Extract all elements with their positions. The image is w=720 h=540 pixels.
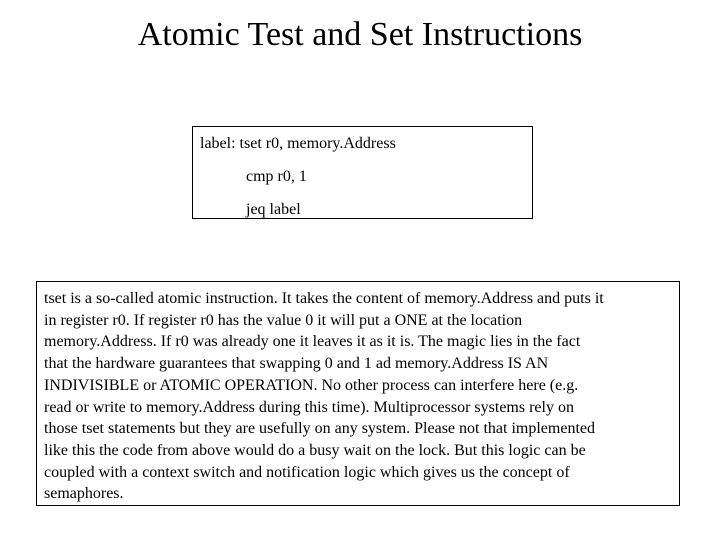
description-line: that the hardware guarantees that swapping 0 and 1 ad memory.Address IS AN <box>44 355 549 373</box>
description-line: like this the code from above would do a busy wait on the lock. But this logic can be <box>44 441 586 459</box>
description-line: in register r0. If register r0 has the value 0 it will put a ONE at the location <box>44 311 523 329</box>
description-line: tset is a so-called atomic instruction. It takes the content of memory.Address and puts it <box>44 290 604 307</box>
description-line: semaphores. <box>44 485 124 503</box>
description-line: coupled with a context switch and notification logic which gives us the concept of <box>44 463 570 481</box>
code-line-cmp: cmp r0, 1 <box>246 168 307 185</box>
description-line: those tset statements but they are usefully on any system. Please not that implemented <box>44 420 595 438</box>
code-box <box>192 126 533 219</box>
code-line-jeq: jeq label <box>246 201 301 218</box>
slide-title: Atomic Test and Set Instructions <box>137 16 583 53</box>
description-box <box>36 281 680 506</box>
description-line: memory.Address. If r0 was already one it leaves it as it is. The magic lies in the fact <box>44 333 581 351</box>
description-line: read or write to memory.Address during this time). Multiprocessor systems rely on <box>44 398 574 416</box>
description-line: INDIVISIBLE or ATOMIC OPERATION. No other process can interfere here (e.g. <box>44 376 579 394</box>
code-line-tset: label: tset r0, memory.Address <box>200 135 396 152</box>
